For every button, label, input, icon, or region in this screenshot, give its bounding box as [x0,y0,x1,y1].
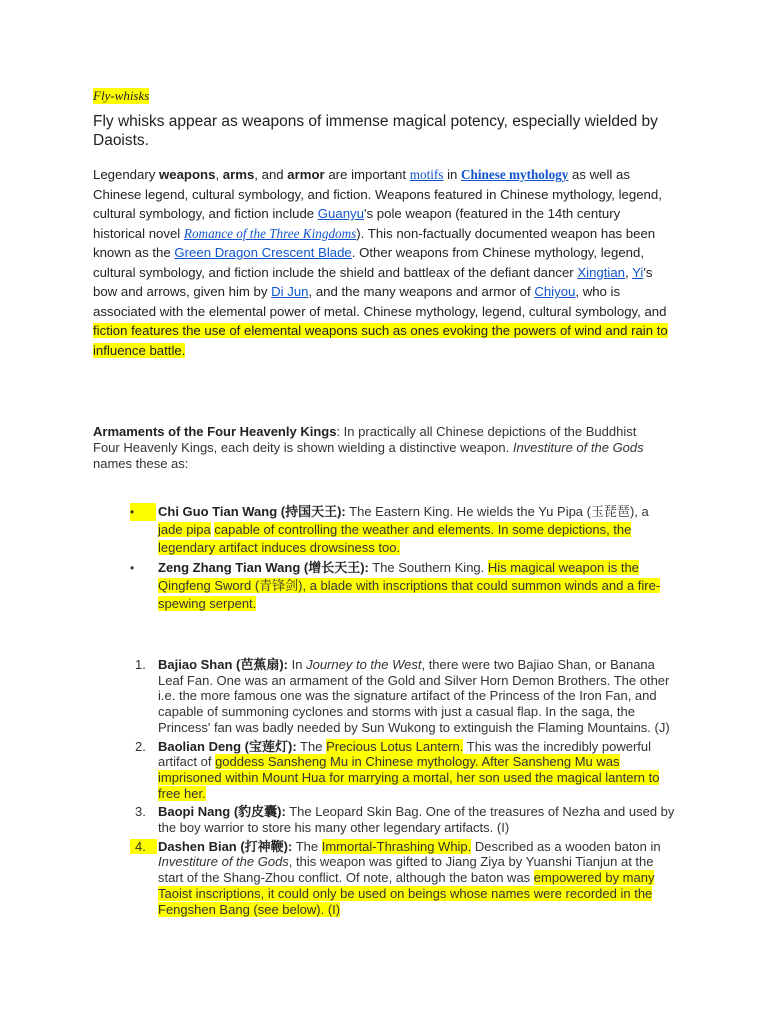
weapons-paragraph: Legendary weapons, arms, and armor are important motifs in Chinese mythology as well as Chinese legend, cultural symbology, and fiction. Weapons featured in Chinese mythology, legend, cultural symbology, and fiction include Guanyu's pole weapon (featured in the 14th century historical novel Romance of the Three Kingdoms). This non-factually documented weapon has been known as the Green Dragon Crescent Blade. Other weapons from Chinese mythology, legend, cultural symbology, and fiction include the shield and battleax of the defiant dancer Xingtian, Yi's bow and arrows, given him by Di Jun, and the many weapons and armor of Chiyou, who is associated with the elemental power of metal. Chinese mythology, legend, cultural symbology, and fiction features the use of elemental weapons such as ones evoking the powers of wind and rain to influence battle. [93,167,668,358]
link-yi[interactable]: Yi [632,264,644,280]
bold-weapons: weapons [159,167,216,182]
section-title: Fly-whisks [93,88,150,103]
bullet-marker: • [130,503,156,521]
item-number: 4. [130,839,157,855]
link-green-dragon-blade[interactable]: Green Dragon Crescent Blade [174,245,352,260]
link-romance-three-kingdoms[interactable]: Romance of the Three Kingdoms [183,225,357,241]
lead-paragraph: Fly whisks appear as weapons of immense magical potency, especially wielded by Daoists. [93,113,658,149]
link-guanyu[interactable]: Guanyu [317,206,364,221]
heavenly-kings-list [130,503,670,613]
link-chiyou[interactable]: Chiyou [534,284,576,299]
list-item: • Zeng Zhang Tian Wang (增长天王): The Southern King. His magical weapon is the Qingfeng Sword (青锋剑), a blade with inscriptions that could summon winds and a fire-spewing serpent. [130,560,661,611]
list-item: 2. Baolian Deng (宝莲灯): The Precious Lotus Lantern. This was the incredibly powerful artifact of goddess Sansheng Mu in Chinese mythology. After Sansheng Mu was imprisoned within Mount Hua for marrying a mortal, her son used the magical lantern to free her. [135,738,660,801]
list-item: 4. Dashen Bian (打神鞭): The Immortal-Thrashing Whip. Described as a wooden baton in Investiture of the Gods, this weapon was gifted to Jiang Ziya by Yuanshi Tianjun at the start of the Shang-Zhou conflict. Of note, although the baton was empowered by many Taoist inscriptions, it could only be used on beings whose names were recorded in the Fengshen Bang (see below). (I) [130,839,675,918]
italic-investiture: Investiture of the Gods [512,440,644,455]
list-item: • Chi Guo Tian Wang (持国天王): The Eastern King. He wields the Yu Pipa (玉琵琶), a jade pipa capable of controlling the weather and elements. In some depictions, the legendary artifact induces drowsiness too. [130,504,649,555]
link-di-jun[interactable]: Di Jun [271,284,309,299]
highlight-elemental-weapons: fiction features the use of elemental weapons such as ones evoking the powers of wind and rain to influence battle. [93,323,668,358]
bold-armor: armor [287,167,325,182]
list-item: 3. Baopi Nang (豹皮囊): The Leopard Skin Bag. One of the treasures of Nezha and used by the boy warrior to store his many other legendary artifacts. (I) [135,804,675,836]
link-chinese-mythology[interactable]: Chinese mythology [461,167,569,182]
list-item: 1. Bajiao Shan (芭蕉扇): In Journey to the West, there were two Bajiao Shan, or Banana Leaf Fan. One was an armament of the Gold and Silver Horn Demon Brothers. The other i.e. the more famous one was the signature artifact of the Princess of the Iron Fan, and capable of summoning cyclones and storms with just a casual flap. In the saga, the Princess' fan was badly needed by Sun Wukong to extinguish the Flaming Mountains. (J) [135,657,670,735]
bold-armaments-heading: Armaments of the Four Heavenly Kings [93,424,337,439]
item-number: 1. [135,657,146,672]
item-number: 2. [135,738,146,754]
artifacts-list [130,657,675,917]
link-xingtian[interactable]: Xingtian [577,264,626,280]
bold-arms: arms [222,167,255,182]
item-number: 3. [135,804,146,820]
bullet-marker: • [130,561,135,575]
four-kings-paragraph: Armaments of the Four Heavenly Kings: In practically all Chinese depictions of the Buddhist Four Heavenly Kings, each deity is shown wielding a distinctive weapon. Investiture of the Gods names these as: [93,424,644,471]
link-motifs[interactable]: motifs [409,167,444,182]
